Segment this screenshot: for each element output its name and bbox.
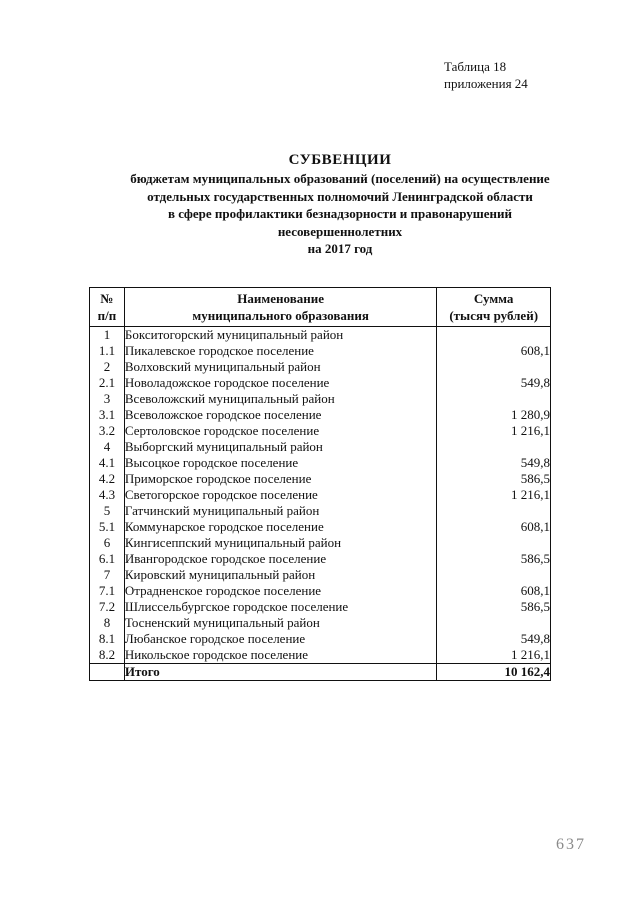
row-number: 4.2 (90, 471, 125, 487)
row-amount: 1 216,1 (437, 647, 551, 664)
row-amount (437, 615, 551, 631)
table-row (90, 615, 551, 631)
row-amount: 549,8 (437, 631, 551, 647)
total-number-cell (90, 664, 125, 681)
table-row (90, 375, 551, 391)
table-row (90, 599, 551, 615)
row-name: Гатчинский муниципальный район (124, 503, 436, 519)
row-amount: 608,1 (437, 583, 551, 599)
row-name: Шлиссельбургское городское поселение (124, 599, 436, 615)
row-name: Кингисеппский муниципальный район (124, 535, 436, 551)
row-amount: 586,5 (437, 599, 551, 615)
row-number: 5 (90, 503, 125, 519)
table-row (90, 631, 551, 647)
title-main: СУБВЕНЦИИ (288, 152, 392, 168)
table-row (90, 439, 551, 455)
row-name: Любанское городское поселение (124, 631, 436, 647)
row-name: Высоцкое городское поселение (124, 455, 436, 471)
header-name (124, 288, 436, 327)
total-amount: 10 162,4 (437, 664, 551, 681)
row-number: 8 (90, 615, 125, 631)
row-number: 7 (90, 567, 125, 583)
row-amount (437, 535, 551, 551)
row-name: Никольское городское поселение (124, 647, 436, 664)
row-name: Новоладожское городское поселение (124, 375, 436, 391)
table-row (90, 327, 551, 344)
table-row (90, 391, 551, 407)
row-name: Пикалевское городское поселение (124, 343, 436, 359)
table-row (90, 407, 551, 423)
row-amount (437, 359, 551, 375)
row-amount (437, 439, 551, 455)
row-name: Сертоловское городское поселение (124, 423, 436, 439)
row-number: 8.1 (90, 631, 125, 647)
row-number: 1 (90, 327, 125, 344)
row-amount: 1 280,9 (437, 407, 551, 423)
row-amount: 586,5 (437, 471, 551, 487)
header-amount-line-2: (тысяч рублей) (449, 308, 539, 323)
table-row (90, 487, 551, 503)
table-row (90, 471, 551, 487)
table-row (90, 567, 551, 583)
row-amount (437, 391, 551, 407)
row-number: 4 (90, 439, 125, 455)
row-name: Кировский муниципальный район (124, 567, 436, 583)
header-amount (437, 288, 551, 327)
header-name-line-1: Наименование (237, 291, 324, 306)
row-number: 2 (90, 359, 125, 375)
title-line-3: в сфере профилактики безнадзорности и правонарушений (168, 206, 512, 221)
table-row (90, 551, 551, 567)
row-number: 7.1 (90, 583, 125, 599)
row-number: 4.1 (90, 455, 125, 471)
header-number-line-2: п/п (97, 308, 117, 323)
title-line-1: бюджетам муниципальных образований (поселений) на осуществление (130, 171, 550, 186)
row-name: Всеволожский муниципальный район (124, 391, 436, 407)
row-name: Бокситогорский муниципальный район (124, 327, 436, 344)
row-amount (437, 327, 551, 344)
table-row (90, 647, 551, 664)
row-amount (437, 567, 551, 583)
row-amount: 608,1 (437, 343, 551, 359)
row-amount: 1 216,1 (437, 487, 551, 503)
row-name: Светогорское городское поселение (124, 487, 436, 503)
table-row (90, 455, 551, 471)
table-row (90, 503, 551, 519)
row-name: Волховский муниципальный район (124, 359, 436, 375)
table-row (90, 583, 551, 599)
row-number: 2.1 (90, 375, 125, 391)
row-amount: 549,8 (437, 375, 551, 391)
row-number: 4.3 (90, 487, 125, 503)
row-amount: 1 216,1 (437, 423, 551, 439)
row-number: 6.1 (90, 551, 125, 567)
row-name: Тосненский муниципальный район (124, 615, 436, 631)
document-title (60, 150, 620, 258)
row-name: Всеволожское городское поселение (124, 407, 436, 423)
table-reference (444, 58, 528, 92)
row-amount: 549,8 (437, 455, 551, 471)
table-header-row (90, 288, 551, 327)
total-label: Итого (124, 664, 436, 681)
row-number: 5.1 (90, 519, 125, 535)
header-number (90, 288, 125, 327)
subventions-table (89, 287, 551, 681)
table-row (90, 359, 551, 375)
row-number: 7.2 (90, 599, 125, 615)
row-name: Выборгский муниципальный район (124, 439, 436, 455)
row-name: Приморское городское поселение (124, 471, 436, 487)
header-name-line-2: муниципального образования (192, 308, 369, 323)
header-number-line-1: № (100, 291, 114, 306)
row-number: 6 (90, 535, 125, 551)
row-number: 1.1 (90, 343, 125, 359)
title-line-5: на 2017 год (307, 241, 373, 256)
total-row (90, 664, 551, 681)
row-name: Коммунарское городское поселение (124, 519, 436, 535)
row-number: 3.1 (90, 407, 125, 423)
row-amount (437, 503, 551, 519)
row-name: Отрадненское городское поселение (124, 583, 436, 599)
table-row (90, 519, 551, 535)
page-number: 637 (556, 836, 586, 853)
row-name: Ивангородское городское поселение (124, 551, 436, 567)
table-row (90, 535, 551, 551)
row-number: 3.2 (90, 423, 125, 439)
row-amount: 586,5 (437, 551, 551, 567)
appendix-number: приложения 24 (444, 76, 528, 91)
title-line-2: отдельных государственных полномочий Ленинградской области (147, 188, 533, 204)
table-row (90, 343, 551, 359)
title-line-4: несовершеннолетних (277, 223, 403, 239)
row-number: 3 (90, 391, 125, 407)
table-row (90, 423, 551, 439)
table-number: Таблица 18 (444, 59, 507, 74)
table-body (90, 327, 551, 664)
header-amount-line-1: Сумма (473, 291, 514, 306)
row-amount: 608,1 (437, 519, 551, 535)
row-number: 8.2 (90, 647, 125, 664)
